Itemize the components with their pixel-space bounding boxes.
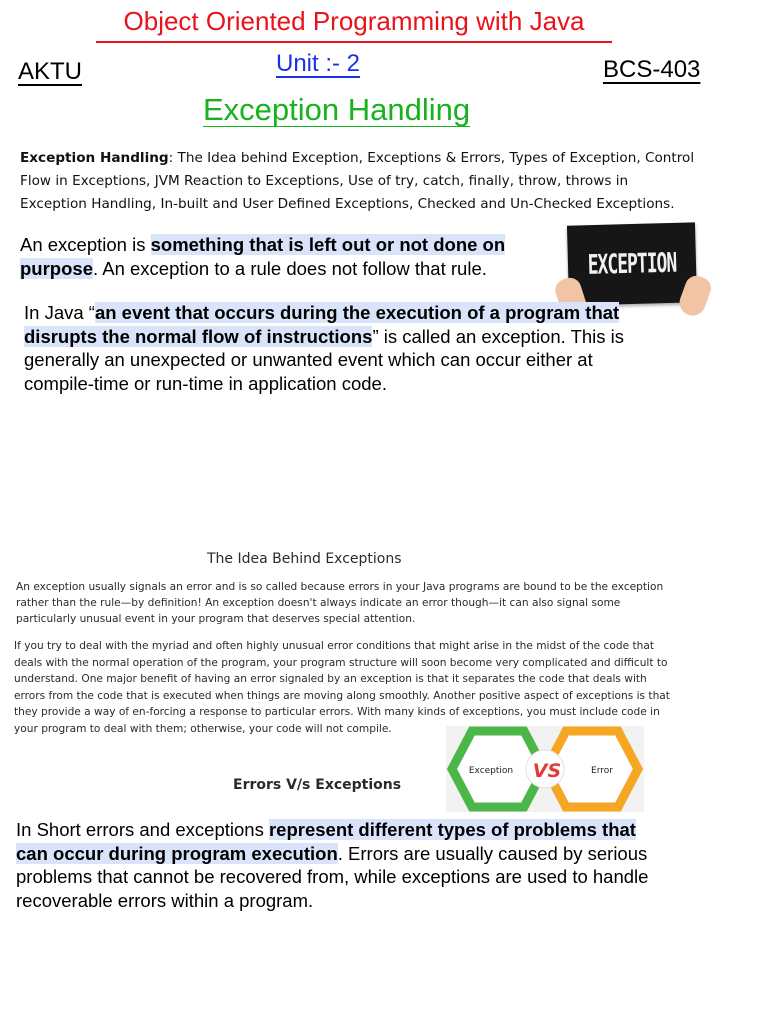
para2-highlight: an event that occurs during the execution of a program that disrupts the normal flow of instructions [24, 302, 620, 347]
document-title: Object Oriented Programming with Java [123, 6, 585, 36]
title-underline [96, 41, 612, 43]
exception-vs-error-graphic [446, 726, 644, 812]
topic-heading: Exception Handling [203, 92, 471, 127]
para3-highlight: represent different types of problems that can occur during program execution [16, 819, 636, 864]
summary-paragraph [16, 818, 656, 912]
para3-post: . Errors are usually caused by serious problems that cannot be recovered from, while exceptions are used to handle recoverable errors within a program. [16, 842, 649, 911]
syllabus-text: : The Idea behind Exception, Exceptions & Errors, Types of Exception, Control Flow in Exceptions, JVM Reaction to Exceptions, Use of try, catch, finally, throw, throws in Exception Handling, In-built and User Defined Exceptions, Checked and Un-Checked Exceptions. [20, 150, 695, 212]
sign-text: EXCEPTION [587, 247, 677, 281]
course-code: BCS-403 [603, 56, 701, 83]
book-paragraph-1: An exception usually signals an error and is so called because errors in your Java programs are bound to be the exception rather than the rule—by definition! An exception doesn't always indicate an error though—it can also signal some particularly unusual event in your program that deserves special attention. [16, 581, 664, 625]
para3-pre: In Short errors and exceptions [16, 819, 269, 840]
syllabus-excerpt [20, 147, 696, 216]
vs-label: VS [532, 760, 562, 782]
book-paragraph-2: If you try to deal with the myriad and often highly unusual error conditions that might arise in the midst of the code that deals with the normal operation of the program, your program structure will soon become very complicated and difficult to understand. One major benefit of having an error signaled by an exception is that it separates the code that deals with errors from the code that is executed when things are moving along smoothly. Another positive aspect of exceptions is that they provide a way of en-forcing a response to particular errors. With many kinds of exceptions, you must include code in your program to deal with them; otherwise, your code will not compile. [14, 640, 670, 735]
para1-post: . An exception to a rule does not follow that rule. [92, 257, 487, 279]
para2-post: ” is called an exception. This is generally an unexpected or unwanted event which can occur either at compile-time or run-time in application code. [24, 325, 625, 394]
syllabus-heading: Exception Handling [20, 150, 169, 166]
book-section-heading: The Idea Behind Exceptions [207, 551, 402, 567]
java-definition-paragraph [24, 301, 654, 395]
para1-pre: An exception is [20, 234, 151, 255]
university-label: AKTU [18, 58, 83, 85]
para1-highlight: something that is left out or not done on purpose [20, 234, 506, 279]
error-label: Error [591, 766, 613, 776]
definition-paragraph [20, 233, 550, 280]
sign-board [567, 222, 697, 305]
unit-label: Unit :- 2 [276, 50, 361, 77]
para2-pre: In Java “ [24, 302, 95, 323]
errors-vs-exceptions-heading: Errors V/s Exceptions [233, 777, 402, 793]
exception-label: Exception [468, 766, 514, 776]
